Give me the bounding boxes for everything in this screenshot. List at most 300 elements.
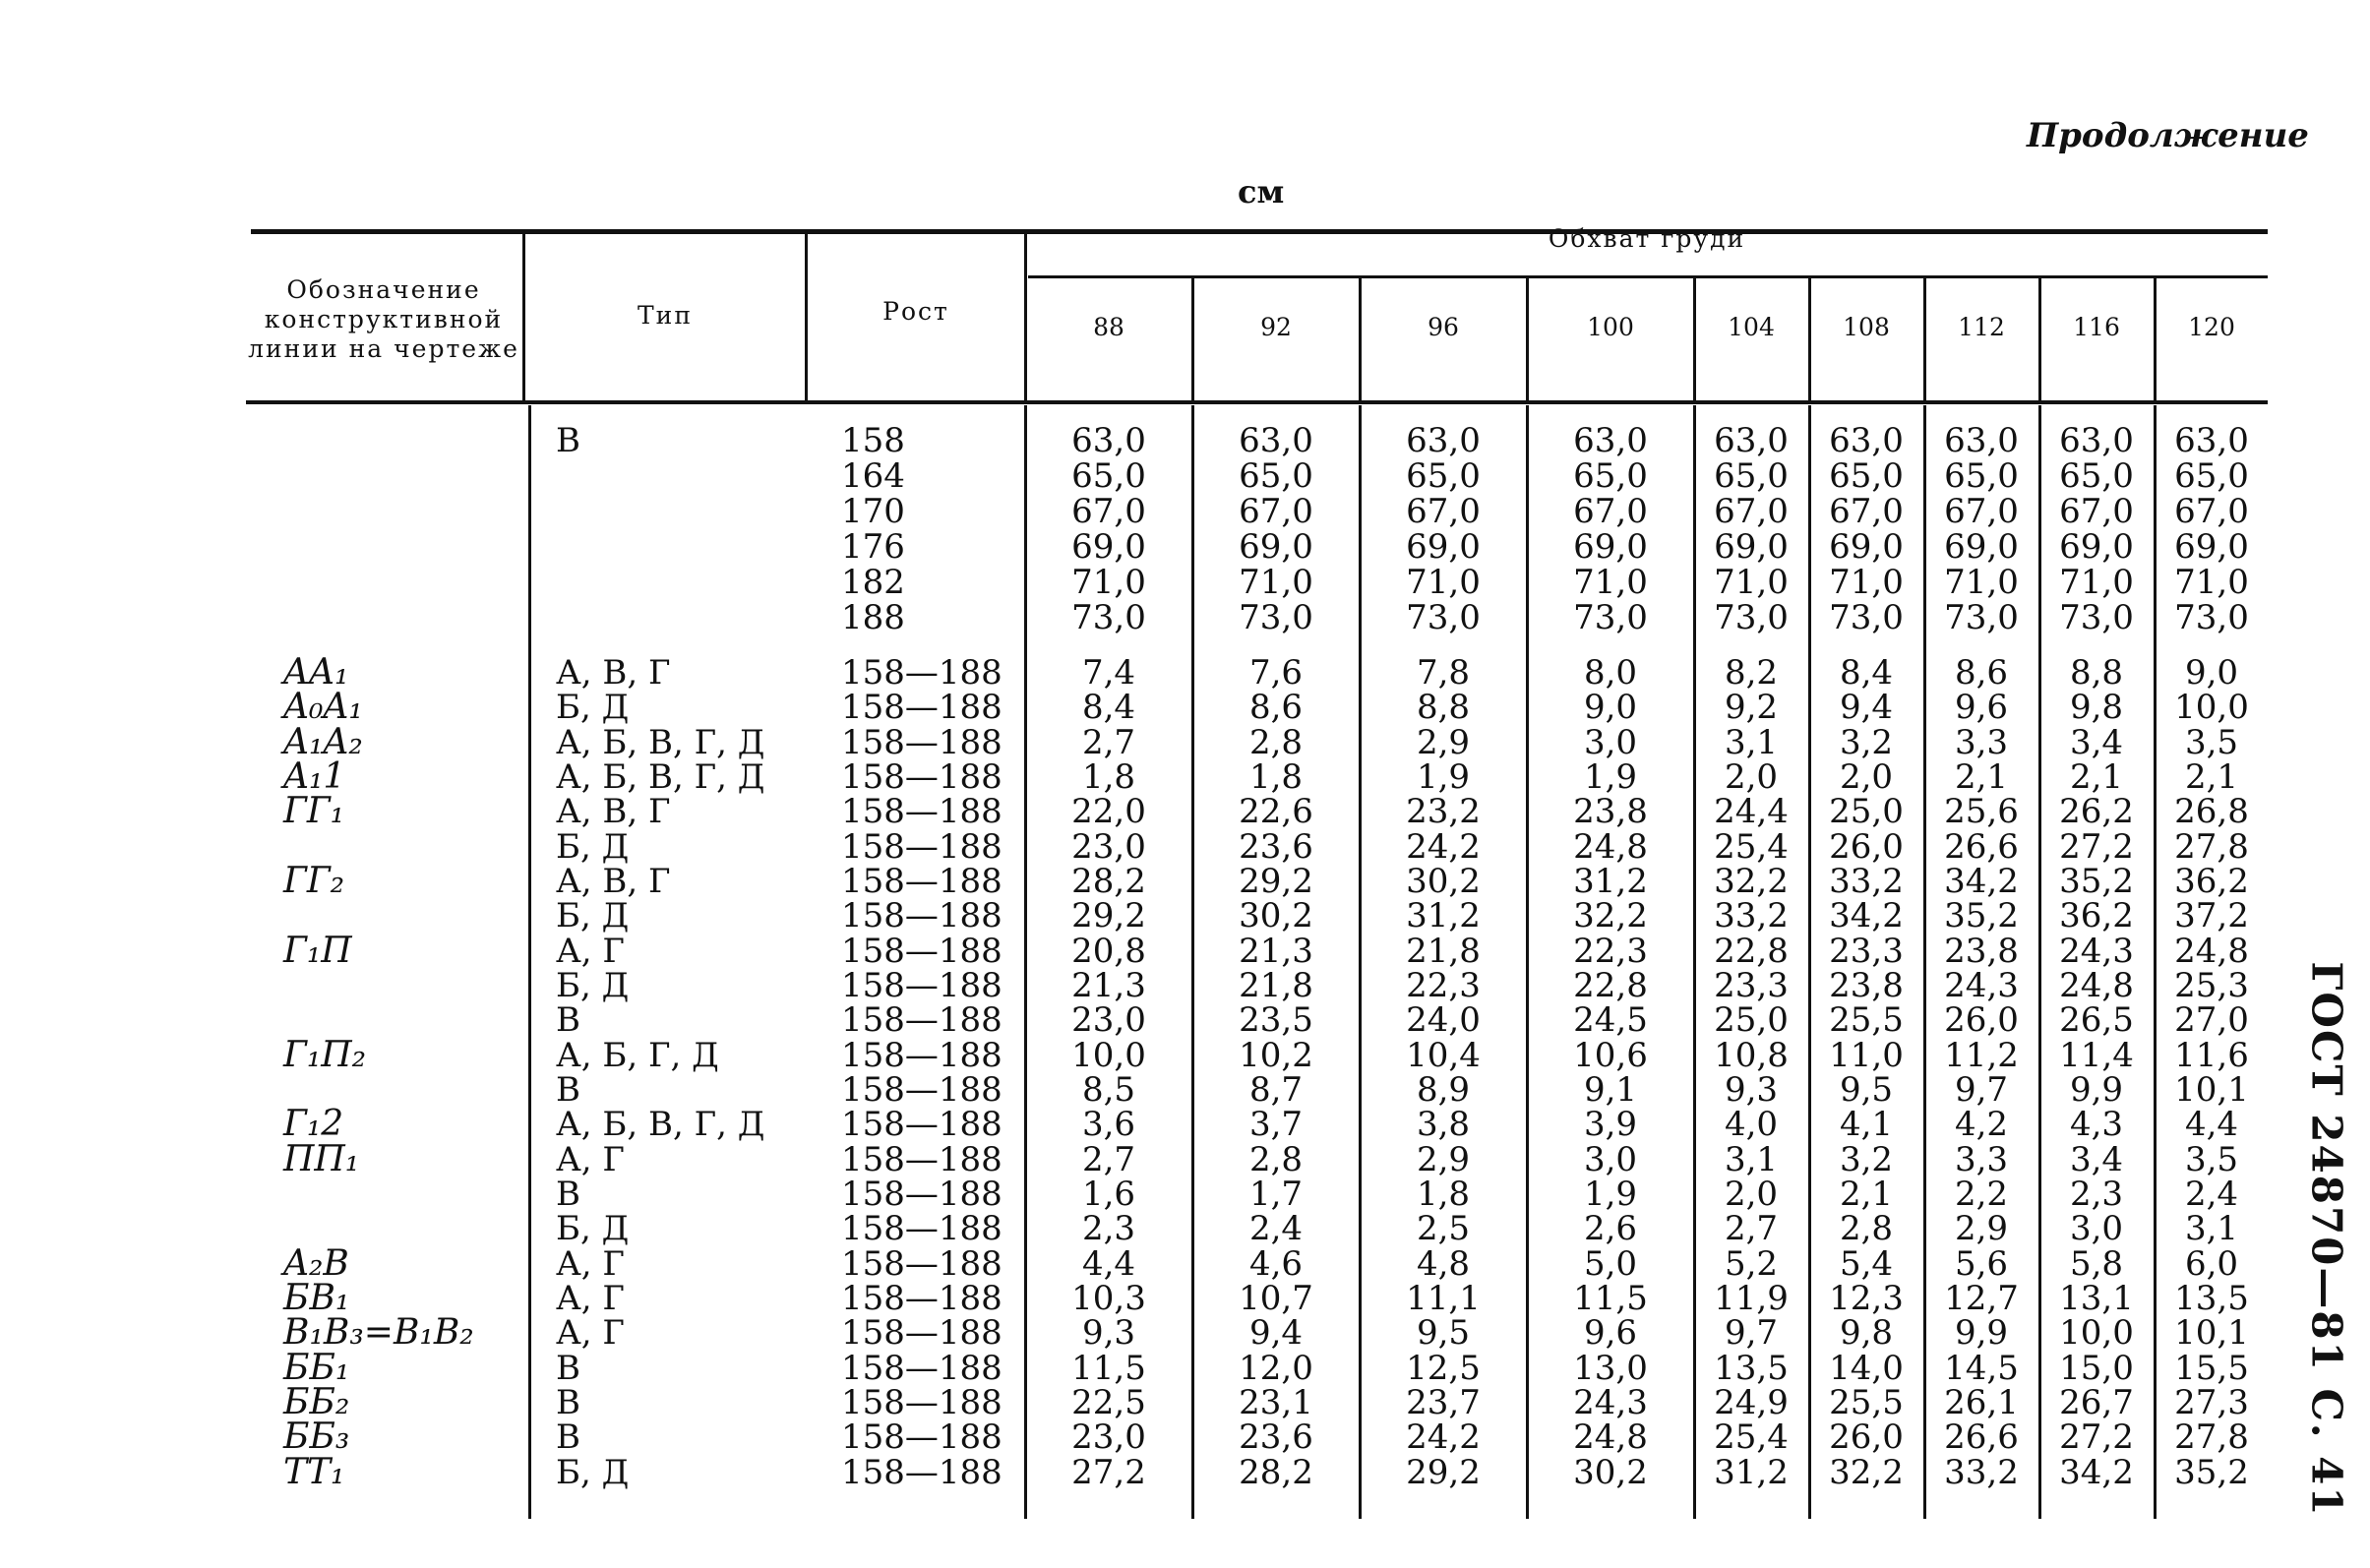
value-cell: 71,0 [1829,563,1904,602]
value-cell: 73,0 [1573,598,1648,637]
value-cell: 5,4 [1839,1244,1894,1284]
value-cell: 2,0 [1839,757,1894,797]
height-cell: 158—188 [841,1349,1003,1388]
value-cell: 3,4 [2069,723,2124,762]
value-cell: 26,6 [1944,1417,2019,1457]
chest-subheader-rule [1028,275,2268,278]
type-cell: А, Г [556,1140,625,1179]
value-cell: 3,8 [1416,1105,1471,1144]
value-cell: 3,0 [1583,1140,1638,1179]
height-cell: 158—188 [841,688,1003,727]
value-cell: 8,0 [1583,653,1638,693]
value-cell: 2,9 [1416,723,1471,762]
type-cell: А, В, Г [556,792,671,831]
type-cell: В [556,1349,580,1388]
value-cell: 2,1 [2069,757,2124,797]
value-cell: 8,9 [1416,1070,1471,1110]
value-cell: 32,2 [1829,1453,1904,1492]
value-cell: 65,0 [1071,456,1146,496]
value-cell: 33,2 [1829,862,1904,901]
value-cell: 26,7 [2059,1383,2134,1422]
value-cell: 25,0 [1714,1000,1789,1040]
value-cell: 36,2 [2059,896,2134,935]
value-cell: 65,0 [1573,456,1648,496]
value-cell: 63,0 [1829,421,1904,460]
value-cell: 69,0 [1406,527,1481,567]
value-cell: 71,0 [1406,563,1481,602]
value-cell: 36,2 [2174,862,2249,901]
value-cell: 9,7 [1954,1070,2009,1110]
height-cell: 158—188 [841,1313,1003,1353]
value-cell: 73,0 [1406,598,1481,637]
height-header: Рост [882,297,949,326]
designation-cell: AA₁ [283,652,349,693]
value-cell: 15,0 [2059,1349,2134,1388]
col-divider [1526,405,1529,1519]
value-cell: 10,0 [2059,1313,2134,1353]
value-cell: 24,8 [1573,827,1648,867]
chest-size-header: 92 [1260,313,1292,341]
value-cell: 23,8 [1573,792,1648,831]
value-cell: 8,6 [1248,688,1304,727]
value-cell: 1,6 [1081,1175,1136,1214]
value-cell: 73,0 [1714,598,1789,637]
value-cell: 24,8 [1573,1417,1648,1457]
value-cell: 25,3 [2174,966,2249,1005]
height-cell: 158—188 [841,1417,1003,1457]
value-cell: 2,4 [2184,1175,2239,1214]
col-divider [1359,405,1362,1519]
value-cell: 63,0 [1406,421,1481,460]
value-cell: 73,0 [1944,598,2019,637]
type-cell: Б, Д [556,688,630,727]
value-cell: 15,5 [2174,1349,2249,1388]
col-divider [528,405,531,1519]
designation-cell: Г₁П [283,931,352,971]
value-cell: 25,5 [1829,1383,1904,1422]
value-cell: 3,4 [2069,1140,2124,1179]
value-cell: 5,2 [1724,1244,1779,1284]
value-cell: 3,1 [1724,723,1779,762]
designation-header: Обозначение конструктивной линии на чертеже [248,275,519,363]
value-cell: 3,3 [1954,1140,2009,1179]
value-cell: 24,3 [1944,966,2019,1005]
height-cell: 158—188 [841,966,1003,1005]
value-cell: 2,3 [1081,1209,1136,1248]
value-cell: 4,2 [1954,1105,2009,1144]
value-cell: 23,6 [1239,827,1313,867]
value-cell: 32,2 [1714,862,1789,901]
value-cell: 9,3 [1081,1313,1136,1353]
value-cell: 63,0 [1944,421,2019,460]
value-cell: 73,0 [2059,598,2134,637]
value-cell: 23,8 [1944,932,2019,971]
height-cell: 182 [841,563,905,602]
value-cell: 2,9 [1416,1140,1471,1179]
value-cell: 11,2 [1944,1036,2019,1075]
value-cell: 23,5 [1239,1000,1313,1040]
chest-size-header: 88 [1093,313,1124,341]
value-cell: 23,0 [1071,1417,1146,1457]
value-cell: 9,5 [1416,1313,1471,1353]
designation-cell: B₁B₃=B₁B₂ [283,1312,474,1353]
chest-header: Обхват груди [1548,224,1746,253]
value-cell: 14,0 [1829,1349,1904,1388]
value-cell: 11,5 [1071,1349,1146,1388]
value-cell: 27,2 [1071,1453,1146,1492]
value-cell: 9,7 [1724,1313,1779,1353]
value-cell: 63,0 [1573,421,1648,460]
value-cell: 37,2 [2174,896,2249,935]
value-cell: 22,8 [1573,966,1648,1005]
value-cell: 33,2 [1714,896,1789,935]
value-cell: 22,5 [1071,1383,1146,1422]
value-cell: 67,0 [2174,492,2249,531]
value-cell: 27,8 [2174,827,2249,867]
value-cell: 35,2 [2174,1453,2249,1492]
value-cell: 10,4 [1406,1036,1481,1075]
value-cell: 24,3 [1573,1383,1648,1422]
height-cell: 158—188 [841,1000,1003,1040]
value-cell: 69,0 [1071,527,1146,567]
value-cell: 23,7 [1406,1383,1481,1422]
value-cell: 8,5 [1081,1070,1136,1110]
type-cell: Б, Д [556,966,630,1005]
value-cell: 73,0 [1239,598,1313,637]
height-cell: 158—188 [841,653,1003,693]
value-cell: 10,1 [2174,1313,2249,1353]
value-cell: 2,1 [2184,757,2239,797]
value-cell: 7,8 [1416,653,1471,693]
unit-label: см [1238,173,1285,211]
value-cell: 65,0 [2174,456,2249,496]
value-cell: 3,0 [2069,1209,2124,1248]
value-cell: 71,0 [1071,563,1146,602]
type-cell: Б, Д [556,1209,630,1248]
value-cell: 23,8 [1829,966,1904,1005]
value-cell: 1,9 [1583,1175,1638,1214]
value-cell: 1,9 [1583,757,1638,797]
value-cell: 8,8 [2069,653,2124,693]
designation-cell: ГГ₁ [283,791,345,831]
value-cell: 2,0 [1724,757,1779,797]
type-cell: А, В, Г [556,862,671,901]
value-cell: 67,0 [1829,492,1904,531]
value-cell: 73,0 [1829,598,1904,637]
value-cell: 65,0 [1714,456,1789,496]
value-cell: 4,0 [1724,1105,1779,1144]
col-divider [1191,405,1194,1519]
value-cell: 69,0 [1573,527,1648,567]
value-cell: 1,8 [1248,757,1304,797]
value-cell: 63,0 [1071,421,1146,460]
height-cell: 158—188 [841,862,1003,901]
value-cell: 27,0 [2174,1000,2249,1040]
height-cell: 158—188 [841,1175,1003,1214]
designation-cell: A₀A₁ [283,687,363,727]
value-cell: 23,3 [1829,932,1904,971]
height-cell: 158—188 [841,1383,1003,1422]
value-cell: 35,2 [1944,896,2019,935]
height-cell: 158—188 [841,1070,1003,1110]
value-cell: 65,0 [2059,456,2134,496]
value-cell: 65,0 [1944,456,2019,496]
col-divider [1024,234,1027,403]
value-cell: 9,8 [2069,688,2124,727]
designation-cell: БВ₁ [283,1278,350,1318]
designation-cell: ТТ₁ [283,1452,345,1492]
value-cell: 23,0 [1071,1000,1146,1040]
value-cell: 9,1 [1583,1070,1638,1110]
designation-cell: ГГ₂ [283,861,345,901]
value-cell: 8,2 [1724,653,1779,693]
value-cell: 2,5 [1416,1209,1471,1248]
continuation-label: Продолжение [2027,116,2309,155]
type-cell: А, Б, В, Г, Д [556,757,765,797]
value-cell: 26,0 [1944,1000,2019,1040]
type-cell: Б, Д [556,1453,630,1492]
designation-cell: ББ₃ [283,1417,350,1457]
value-cell: 13,0 [1573,1349,1648,1388]
value-cell: 65,0 [1406,456,1481,496]
value-cell: 12,3 [1829,1279,1904,1318]
chest-size-header: 108 [1843,313,1890,341]
value-cell: 24,8 [2059,966,2134,1005]
value-cell: 8,4 [1081,688,1136,727]
value-cell: 10,2 [1239,1036,1313,1075]
value-cell: 24,5 [1573,1000,1648,1040]
value-cell: 24,2 [1406,1417,1481,1457]
value-cell: 13,1 [2059,1279,2134,1318]
value-cell: 4,6 [1248,1244,1304,1284]
value-cell: 23,6 [1239,1417,1313,1457]
value-cell: 71,0 [1573,563,1648,602]
height-cell: 158 [841,421,905,460]
value-cell: 28,2 [1239,1453,1313,1492]
value-cell: 67,0 [1071,492,1146,531]
value-cell: 65,0 [1829,456,1904,496]
value-cell: 27,2 [2059,827,2134,867]
value-cell: 9,8 [1839,1313,1894,1353]
value-cell: 10,7 [1239,1279,1313,1318]
gost-side-label: ГОСТ 24870—81 С. 41 [2302,961,2351,1518]
height-cell: 158—188 [841,932,1003,971]
value-cell: 9,2 [1724,688,1779,727]
value-cell: 2,2 [1954,1175,2009,1214]
height-cell: 158—188 [841,1244,1003,1284]
value-cell: 11,6 [2174,1036,2249,1075]
value-cell: 2,7 [1081,1140,1136,1179]
value-cell: 8,4 [1839,653,1894,693]
value-cell: 23,2 [1406,792,1481,831]
value-cell: 13,5 [2174,1279,2249,1318]
type-cell: В [556,1000,580,1040]
value-cell: 9,3 [1724,1070,1779,1110]
value-cell: 3,1 [2184,1209,2239,1248]
type-cell: В [556,1070,580,1110]
value-cell: 34,2 [1944,862,2019,901]
value-cell: 27,2 [2059,1417,2134,1457]
value-cell: 4,3 [2069,1105,2124,1144]
type-cell: А, Г [556,1244,625,1284]
value-cell: 31,2 [1406,896,1481,935]
value-cell: 34,2 [1829,896,1904,935]
value-cell: 6,0 [2184,1244,2239,1284]
type-header: Тип [638,301,693,330]
type-cell: В [556,1417,580,1457]
value-cell: 10,3 [1071,1279,1146,1318]
chest-size-header: 104 [1728,313,1775,341]
chest-size-header: 116 [2073,313,2120,341]
value-cell: 7,6 [1248,653,1304,693]
height-cell: 158—188 [841,1140,1003,1179]
col-divider [1359,278,1362,403]
value-cell: 9,0 [2184,653,2239,693]
value-cell: 21,8 [1239,966,1313,1005]
value-cell: 2,3 [2069,1175,2124,1214]
type-cell: В [556,1383,580,1422]
height-cell: 170 [841,492,905,531]
value-cell: 2,1 [1954,757,2009,797]
value-cell: 24,2 [1406,827,1481,867]
value-cell: 9,6 [1583,1313,1638,1353]
value-cell: 67,0 [1714,492,1789,531]
value-cell: 69,0 [1714,527,1789,567]
value-cell: 1,8 [1416,1175,1471,1214]
value-cell: 26,0 [1829,1417,1904,1457]
chest-size-header: 96 [1428,313,1459,341]
value-cell: 26,6 [1944,827,2019,867]
height-cell: 158—188 [841,1279,1003,1318]
type-cell: А, Б, В, Г, Д [556,723,765,762]
value-cell: 9,9 [2069,1070,2124,1110]
value-cell: 29,2 [1239,862,1313,901]
value-cell: 24,0 [1406,1000,1481,1040]
value-cell: 3,3 [1954,723,2009,762]
value-cell: 65,0 [1239,456,1313,496]
type-cell: А, Г [556,1313,625,1353]
designation-cell: A₁A₂ [283,722,363,762]
value-cell: 69,0 [1239,527,1313,567]
value-cell: 3,2 [1839,723,1894,762]
value-cell: 2,9 [1954,1209,2009,1248]
value-cell: 25,6 [1944,792,2019,831]
value-cell: 26,8 [2174,792,2249,831]
value-cell: 4,4 [1081,1244,1136,1284]
designation-cell: Г₁П₂ [283,1035,367,1075]
value-cell: 63,0 [2059,421,2134,460]
chest-size-header: 112 [1958,313,2005,341]
height-cell: 158—188 [841,1036,1003,1075]
value-cell: 34,2 [2059,1453,2134,1492]
value-cell: 73,0 [1071,598,1146,637]
value-cell: 67,0 [1406,492,1481,531]
value-cell: 63,0 [2174,421,2249,460]
value-cell: 26,2 [2059,792,2134,831]
height-cell: 176 [841,527,905,567]
type-cell: А, Б, В, Г, Д [556,1105,765,1144]
value-cell: 10,0 [2174,688,2249,727]
value-cell: 24,4 [1714,792,1789,831]
value-cell: 2,4 [1248,1209,1304,1248]
value-cell: 26,5 [2059,1000,2134,1040]
value-cell: 8,6 [1954,653,2009,693]
value-cell: 2,7 [1081,723,1136,762]
value-cell: 22,0 [1071,792,1146,831]
type-cell: А, Г [556,932,625,971]
value-cell: 22,3 [1406,966,1481,1005]
value-cell: 21,3 [1239,932,1313,971]
value-cell: 30,2 [1406,862,1481,901]
value-cell: 21,8 [1406,932,1481,971]
value-cell: 11,5 [1573,1279,1648,1318]
value-cell: 71,0 [1239,563,1313,602]
value-cell: 63,0 [1239,421,1313,460]
value-cell: 32,2 [1573,896,1648,935]
chest-size-header: 100 [1587,313,1634,341]
value-cell: 69,0 [1829,527,1904,567]
value-cell: 9,4 [1248,1313,1304,1353]
value-cell: 2,0 [1724,1175,1779,1214]
value-cell: 12,0 [1239,1349,1313,1388]
value-cell: 63,0 [1714,421,1789,460]
value-cell: 11,1 [1406,1279,1481,1318]
value-cell: 10,8 [1714,1036,1789,1075]
type-cell: В [556,421,580,460]
value-cell: 23,1 [1239,1383,1313,1422]
chest-size-header: 120 [2188,313,2235,341]
value-cell: 2,8 [1248,723,1304,762]
value-cell: 25,0 [1829,792,1904,831]
value-cell: 31,2 [1714,1453,1789,1492]
value-cell: 71,0 [2059,563,2134,602]
designation-cell: A₁1 [283,756,346,797]
col-divider [1526,278,1529,403]
type-cell: В [556,1175,580,1214]
value-cell: 3,5 [2184,723,2239,762]
value-cell: 23,0 [1071,827,1146,867]
value-cell: 35,2 [2059,862,2134,901]
type-cell: А, Б, Г, Д [556,1036,719,1075]
value-cell: 33,2 [1944,1453,2019,1492]
value-cell: 67,0 [1239,492,1313,531]
height-cell: 158—188 [841,723,1003,762]
value-cell: 22,3 [1573,932,1648,971]
value-cell: 24,8 [2174,932,2249,971]
value-cell: 4,4 [2184,1105,2239,1144]
height-cell: 158—188 [841,1453,1003,1492]
value-cell: 29,2 [1071,896,1146,935]
col-divider [1191,278,1194,403]
value-cell: 67,0 [1573,492,1648,531]
value-cell: 11,0 [1829,1036,1904,1075]
value-cell: 11,4 [2059,1036,2134,1075]
designation-cell: ББ₁ [283,1348,350,1388]
value-cell: 1,7 [1248,1175,1304,1214]
value-cell: 24,9 [1714,1383,1789,1422]
value-cell: 3,5 [2184,1140,2239,1179]
value-cell: 30,2 [1573,1453,1648,1492]
value-cell: 25,4 [1714,827,1789,867]
designation-cell: Г₁2 [283,1104,344,1144]
value-cell: 9,6 [1954,688,2009,727]
value-cell: 3,6 [1081,1105,1136,1144]
value-cell: 69,0 [1944,527,2019,567]
height-cell: 158—188 [841,792,1003,831]
value-cell: 1,9 [1416,757,1471,797]
value-cell: 5,6 [1954,1244,2009,1284]
height-cell: 158—188 [841,1105,1003,1144]
